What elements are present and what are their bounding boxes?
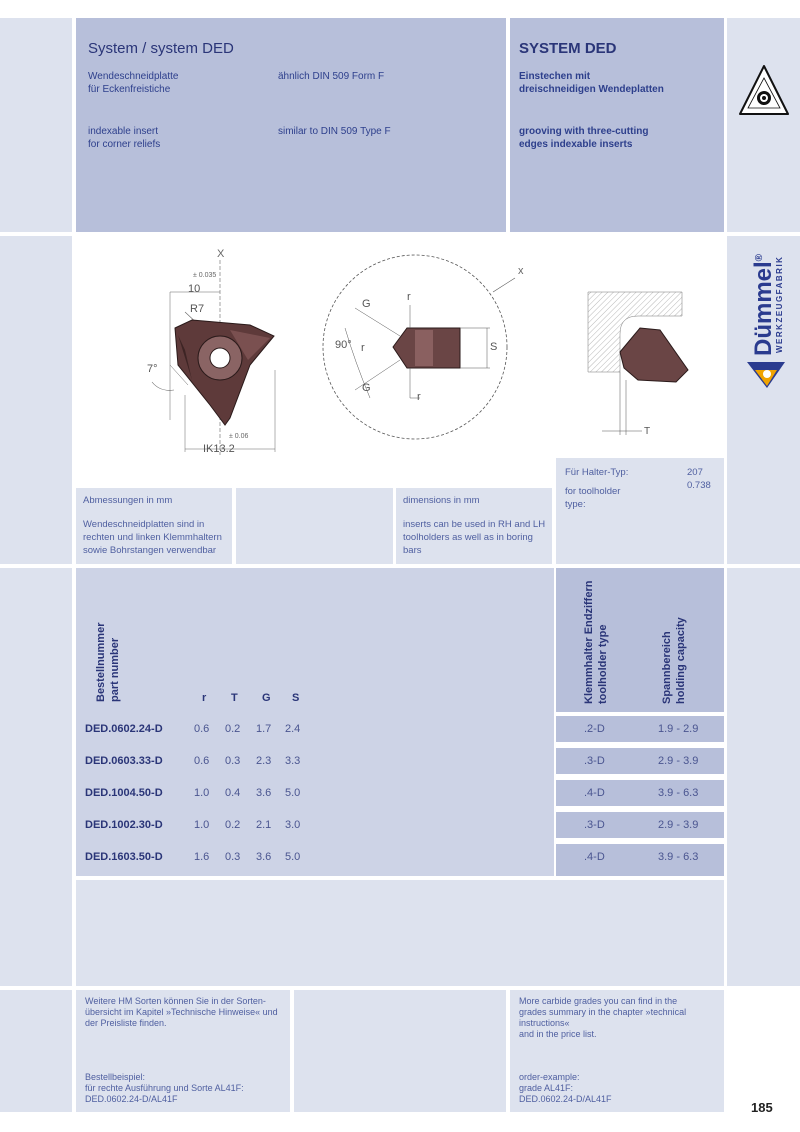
header-en-standard: similar to DIN 509 Type F <box>278 126 391 137</box>
row-g: 3.6 <box>256 787 272 799</box>
row-holder: .3-D <box>584 755 605 767</box>
notes-en-panel <box>396 488 552 564</box>
dim-t: T <box>644 426 651 437</box>
header-en-desc-2: for corner reliefs <box>88 139 161 150</box>
row-t: 0.3 <box>225 851 241 863</box>
footer-en-4: and in the price list. <box>519 1029 597 1039</box>
footer-de-example-1: Bestellbeispiel: <box>85 1072 146 1082</box>
table-header-right <box>556 568 724 712</box>
left-margin-block-footer <box>0 990 72 1112</box>
col-holder-en: toolholder type <box>597 624 609 704</box>
row-r: 0.6 <box>194 723 210 735</box>
holder-value-2: 0.738 <box>687 480 711 491</box>
row-g: 1.7 <box>256 723 272 735</box>
row-s: 5.0 <box>285 787 301 799</box>
footer-en-example-1: order-example: <box>519 1072 580 1082</box>
brand-sub: WERKZEUGFABRIK <box>775 255 784 353</box>
table-header-left <box>76 568 554 712</box>
row-range: 1.9 - 2.9 <box>658 723 699 735</box>
left-margin-block-mid <box>0 236 72 564</box>
row-part-number: DED.1002.30-D <box>85 819 163 831</box>
row-right-bg <box>556 748 724 774</box>
dim-tol-bottom: ± 0.06 <box>229 433 249 440</box>
footer-en-example-2: grade AL41F: <box>519 1083 574 1093</box>
notes-de-4: sowie Bohrstangen verwendbar <box>83 545 217 556</box>
row-range: 3.9 - 6.3 <box>658 851 699 863</box>
row-t: 0.2 <box>225 723 241 735</box>
footer-de-example-3: DED.0602.24-D/AL41F <box>85 1094 178 1104</box>
row-range: 3.9 - 6.3 <box>658 787 699 799</box>
row-holder: .4-D <box>584 851 605 863</box>
dim-r-top: r <box>407 291 411 303</box>
row-s: 5.0 <box>285 851 301 863</box>
dim-x-top: X <box>217 248 225 260</box>
right-margin-block-table <box>727 568 800 986</box>
row-part-number: DED.1004.50-D <box>85 787 163 799</box>
col-s-header: S <box>292 692 300 704</box>
insert-front-view-drawing <box>130 240 310 470</box>
header-de-desc-1: Wendeschneidplatte <box>88 71 179 82</box>
dim-x-side: x <box>518 265 524 277</box>
row-r: 0.6 <box>194 755 210 767</box>
col-g-header: G <box>262 692 271 704</box>
header-title-right: SYSTEM DED <box>519 40 617 57</box>
dim-r7: R7 <box>190 303 205 315</box>
header-right-panel <box>510 18 724 232</box>
holder-value-1: 207 <box>687 467 703 478</box>
dim-ik: IK13.2 <box>203 443 235 455</box>
header-title-left: System / system DED <box>88 40 234 57</box>
row-g: 2.1 <box>256 819 272 831</box>
row-holder: .3-D <box>584 819 605 831</box>
footer-de-1: Weitere HM Sorten können Sie in der Sorten- <box>85 996 266 1006</box>
dim-s: S <box>490 341 498 353</box>
holder-label-en-1: for toolholder <box>565 486 621 497</box>
row-g: 3.6 <box>256 851 272 863</box>
notes-de-3: rechten und linken Klemmhaltern <box>83 532 222 543</box>
footer-de-3: der Preisliste finden. <box>85 1018 167 1028</box>
row-part-number: DED.0603.33-D <box>85 755 163 767</box>
dim-r-bottom: r <box>417 391 421 403</box>
header-right-de-2: dreischneidigen Wendeplatten <box>519 84 664 95</box>
holder-label-en-2: type: <box>565 499 586 510</box>
left-margin-block-table <box>0 568 72 986</box>
footer-en-1: More carbide grades you can find in the <box>519 996 678 1006</box>
registered-mark: ® <box>754 253 765 262</box>
footer-en-example-3: DED.0602.24-D/AL41F <box>519 1094 612 1104</box>
footer-en-panel <box>510 990 724 1112</box>
row-s: 2.4 <box>285 723 301 735</box>
row-t: 0.2 <box>225 819 241 831</box>
notes-en-3: toolholders as well as in boring <box>403 532 533 543</box>
left-margin-block-top <box>0 18 72 232</box>
header-right-de-1: Einstechen mit <box>519 71 591 82</box>
dim-angle-7: 7° <box>147 363 158 375</box>
footer-de-2: übersicht im Kapitel »Technische Hinweise« und <box>85 1007 278 1017</box>
row-range: 2.9 - 3.9 <box>658 755 699 767</box>
footer-de-panel <box>76 990 290 1112</box>
row-t: 0.4 <box>225 787 241 799</box>
row-right-bg <box>556 716 724 742</box>
dim-g-2: G <box>362 382 371 394</box>
row-right-bg <box>556 780 724 806</box>
row-r: 1.0 <box>194 787 210 799</box>
header-left-panel <box>76 18 506 232</box>
footer-en-3: instructions« <box>519 1018 570 1028</box>
notes-de-2: Wendeschneidplatten sind in <box>83 519 205 530</box>
notes-empty-panel <box>236 488 393 564</box>
notes-de-panel <box>76 488 232 564</box>
row-t: 0.3 <box>225 755 241 767</box>
footer-empty-panel <box>294 990 506 1112</box>
row-right-bg <box>556 844 724 876</box>
row-part-number: DED.1603.50-D <box>85 851 163 863</box>
page-number: 185 <box>751 1100 773 1115</box>
dim-10: 10 <box>188 283 201 295</box>
row-s: 3.0 <box>285 819 301 831</box>
table-empty-area <box>76 880 724 986</box>
row-holder: .4-D <box>584 787 605 799</box>
row-r: 1.0 <box>194 819 210 831</box>
dim-r-mid: r <box>361 342 365 354</box>
header-right-en-2: edges indexable inserts <box>519 139 633 150</box>
groove-section-drawing <box>580 280 700 440</box>
brand-name: Dümmel® <box>750 253 777 356</box>
row-holder: .2-D <box>584 723 605 735</box>
row-r: 1.6 <box>194 851 210 863</box>
row-s: 3.3 <box>285 755 301 767</box>
footer-en-2: grades summary in the chapter »technical <box>519 1007 687 1017</box>
row-range: 2.9 - 3.9 <box>658 819 699 831</box>
dim-tol-top: ± 0.035 <box>193 272 217 279</box>
dim-g-1: G <box>362 298 371 310</box>
footer-de-example-2: für rechte Ausführung und Sorte AL41F: <box>85 1083 244 1093</box>
col-range-en: holding capacity <box>675 617 687 704</box>
col-t-header: T <box>231 692 238 704</box>
row-g: 2.3 <box>256 755 272 767</box>
holder-label-de: Für Halter-Typ: <box>565 467 629 478</box>
dim-angle-90: 90° <box>335 339 352 351</box>
col-holder-de: Klemmhalter Endziffern <box>583 580 595 704</box>
col-part-en: part number <box>109 637 121 702</box>
holder-type-panel <box>556 458 724 564</box>
insert-icon-panel <box>727 18 800 232</box>
header-en-desc-1: indexable insert <box>88 126 159 137</box>
col-part-de: Bestellnummer <box>95 622 107 702</box>
brand-panel <box>727 236 800 564</box>
row-right-bg <box>556 812 724 838</box>
triangle-insert-icon <box>734 60 794 130</box>
header-right-en-1: grooving with three-cutting <box>519 126 649 137</box>
notes-en-1: dimensions in mm <box>403 495 480 506</box>
notes-en-4: bars <box>403 545 422 556</box>
header-de-desc-2: für Eckenfreistiche <box>88 84 171 95</box>
header-de-standard: ähnlich DIN 509 Form F <box>278 71 385 82</box>
col-range-de: Spannbereich <box>661 631 673 704</box>
notes-en-2: inserts can be used in RH and LH <box>403 519 546 530</box>
row-part-number: DED.0602.24-D <box>85 723 163 735</box>
notes-de-1: Abmessungen in mm <box>83 495 173 506</box>
col-r-header: r <box>202 692 207 704</box>
